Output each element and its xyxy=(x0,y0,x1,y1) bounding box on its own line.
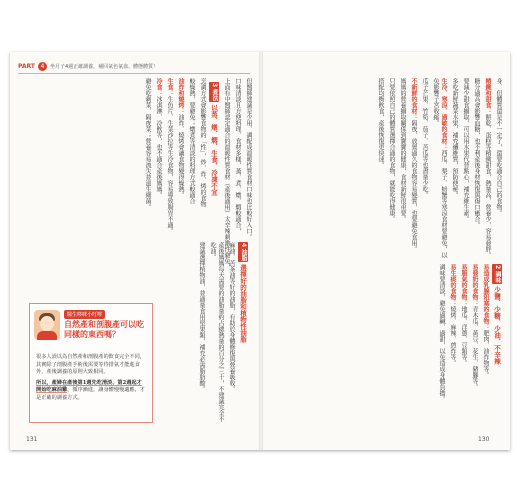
tip-paragraph: 所以，產婦在產後第1週先吃清淡、第2週起才開始吃麻油雞，循序漸進，讓身體慢慢適應，才是正確的調養方式。 xyxy=(36,379,145,401)
doctor-tip-box xyxy=(29,303,153,423)
section-heading-seasoning xyxy=(492,264,502,424)
paragraph: 避免吃剩菜、隔夜菜；營養容易流失並滋生細菌。 xyxy=(144,78,151,210)
tip-paragraph: 很多人誤以為自然產和剖腹產的飲食完全不同，其實除了剖腹產手術後需要等待排氣才能進食外，產後調養的原則大致相同。 xyxy=(36,354,145,375)
tip-box-body xyxy=(36,354,146,405)
paragraph: 只要依照自己的體質選擇合適的食物，就能吃得健康。 xyxy=(388,78,395,222)
doctor-avatar xyxy=(34,310,60,340)
list-item: 不新鮮的食材：隔夜、放置過久的食物容易變質，也要避免食用。 xyxy=(410,78,417,252)
section-heading-text: 選擇好的油脂和植物性油脂 xyxy=(239,264,247,343)
list-item: 易造成乳腺阻塞的食物：肥肉、油炸物等。 xyxy=(482,264,489,378)
paragraph: 糖分過高會影響血糖，也不利產後身材恢復與傷口癒合。 xyxy=(473,78,480,228)
right-page-upper-text xyxy=(274,78,502,258)
paragraph: 麻油、苦茶油等好的油脂，有助於身體修復與營養吸收。 xyxy=(228,242,235,392)
paragraph: 產後媽媽每天需要的油脂量約占總熱量的百分之三十，不建議完全不吃油。 xyxy=(209,242,224,422)
paragraph: 上面有中醫師認定適合的溫暖性質食材（產後適用）太辛辣刺激性避免， xyxy=(223,78,230,270)
list-item: 精緻和甜食：餅乾、蛋糕等精緻甜食，熱量高、營養少，容易發胖。 xyxy=(484,78,491,258)
list-item: 易發奶的食物：青木瓜、黃豆、花生、豬腳等。 xyxy=(471,264,478,390)
paragraph: 口味清淡且方便料理、食材多樣，蒸、煮、燉、燜較適合， xyxy=(234,78,241,234)
paragraph: 瓜子芒果、竹筍、茄子、苦瓜等也盡量少吃。 xyxy=(421,78,428,198)
book-spread xyxy=(10,52,510,450)
list-item: 油炸和燒烤：油炸、燒烤會讓食物變得燥熱。 xyxy=(177,78,184,198)
section-tag: 2 調味 xyxy=(494,265,501,284)
tip-box-title: 自然產和剖腹產可以吃同樣的東西嗎？ xyxy=(64,320,144,339)
list-item: 易生痰的食物：燒烤、麻辣、煎炸等。 xyxy=(449,264,456,366)
list-item: 生食：生魚片、生菜沙拉等生冷食物，容易導致腸胃不適。 xyxy=(166,78,173,234)
running-header xyxy=(18,60,158,72)
paragraph: 烹調方式會影響食物的「性」，炒、炸、烤的食物 xyxy=(199,78,206,207)
paragraph: 要減少甜食攝取，可以用水果代替點心，補充維生素。 xyxy=(462,78,469,222)
page-number-right: 130 xyxy=(478,436,490,443)
left-page-lower-text xyxy=(156,242,248,422)
paragraph: 建議選擇植物油，並適量食用堅果類，補充必需脂肪酸。 xyxy=(198,242,205,392)
header-divider xyxy=(18,73,250,74)
paragraph: 搭配均衡飲食，產後恢復更快速。 xyxy=(377,78,384,168)
part-number-badge: 4 xyxy=(38,62,47,71)
section-heading-oil xyxy=(238,242,248,422)
paragraph: 但醫師建議是少用、調配成溫暖性質食材口味也比較好入口。 xyxy=(245,78,252,240)
paragraph: 調味要清淡，避免過鹹、過甜，以免造成身體負擔。 xyxy=(438,264,445,402)
tip-box-header xyxy=(34,310,148,348)
section-heading-text: 以蒸、燉、燜、生食、冷凍不宜 xyxy=(210,104,218,196)
part-label: PART xyxy=(18,62,35,70)
chapter-title: 坐月子4週正確調養，補回氣色氣血、體態體質！ xyxy=(49,63,159,70)
paragraph: 多吃新鮮蔬菜水果，補充纖維質，預防便秘。 xyxy=(451,78,458,198)
section-tag: 3 煮法 xyxy=(211,83,218,102)
list-item: 冷食：冰淇淋、冷飲等，也不適合產後媽媽。 xyxy=(155,78,162,198)
list-item: 生冷、寒涼、過敏的食材：西瓜、梨子、螃蟹等寒涼食材要避免，以免影響子宮收縮。 xyxy=(432,78,447,258)
section-tag: 4 油脂 xyxy=(240,243,247,262)
right-page-lower-text xyxy=(274,264,502,424)
book-gutter xyxy=(259,52,263,450)
paragraph: 身、但體質還是不一定了，還要吃適合自己的食物。 xyxy=(495,78,502,216)
tip-badge: 醫生哆咪小叮嚀 xyxy=(64,310,105,319)
page-number-left: 131 xyxy=(26,436,38,443)
list-item: 易脹氣的食物：地瓜、洋蔥、豆類等。 xyxy=(460,264,467,366)
section-heading-text: 少鹽、少糖、少油、不辛辣 xyxy=(493,286,501,365)
paragraph: 較燥熱，要避免；燉煮等清淡的料理方式較適合 xyxy=(188,78,195,204)
paragraph: 媽媽的營養攝取關係到寶寶的健康，食材新鮮很重要。 xyxy=(399,78,406,222)
